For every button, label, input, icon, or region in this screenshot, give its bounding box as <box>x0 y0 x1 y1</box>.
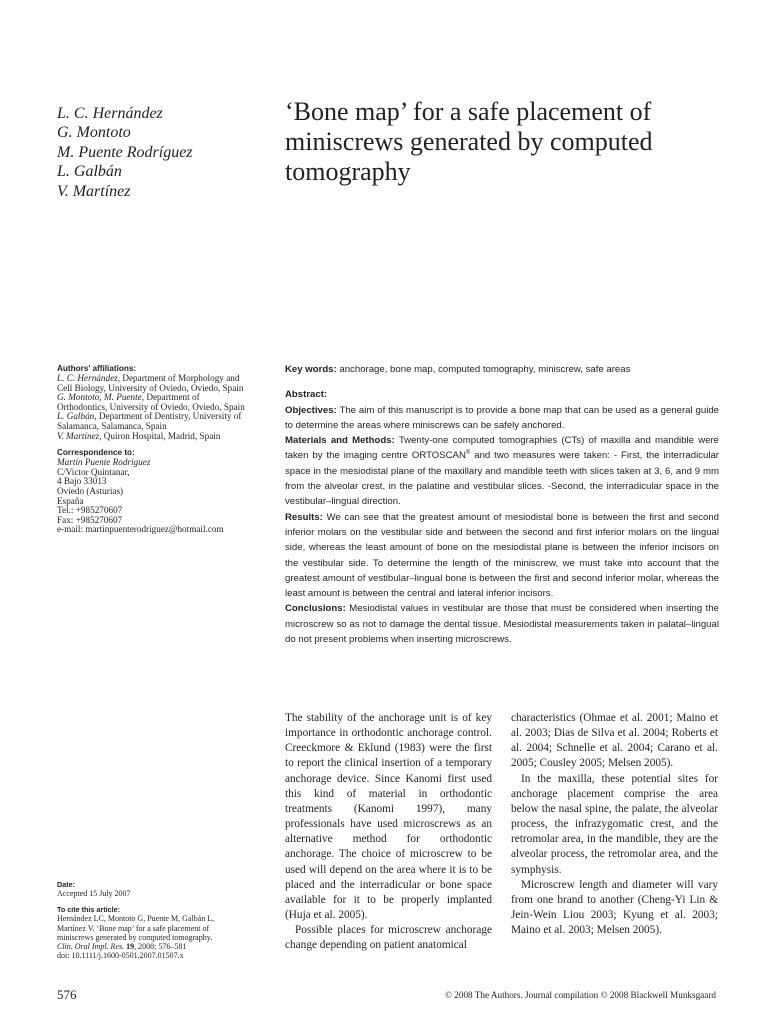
author-name: M. Puente Rodríguez <box>57 143 193 161</box>
article-title: ‘Bone map’ for a safe placement of miniscrews generated by computed tomography <box>285 97 653 186</box>
accepted-date: Accepted 15 July 2007 <box>57 889 131 898</box>
body-paragraph: In the maxilla, these potential sites for anchorage placement comprise the area below the nasal spine, the palate, the alveolar process, the infrazygomatic crest, and the retromolar area, in the mandible, they are the alveolar process, the retromolar area, and the symphysis. <box>511 772 718 876</box>
citation-text: Hernández LC, Montoto G, Puente M, Galbán L, Martínez V. ‘Bone map’ for a safe placement of miniscrews generated by computed tomography. Clin. Oral Impl. Res. 19, 2008; 576–581 doi: 10.1111/j.1600-0501.2007.01507.x <box>57 914 267 960</box>
author-name: L. Galbán <box>57 163 122 181</box>
author-name: L. C. Hernández <box>57 105 163 122</box>
cite-label: To cite this article: <box>57 905 120 915</box>
abstract-heading: Abstract: <box>285 389 328 401</box>
abstract-conclusions: Conclusions: Mesiodistal values in vestibular are those that must be considered when inserting the microscrew so as not to damage the dental tissue. Mesiodistal measurements taken in palatal–lingual do not present problems when inserting microscrews. <box>285 603 720 646</box>
abstract-methods: Materials and Methods: Twenty-one computed tomographies (CTs) of maxilla and mandible were taken by the imaging centre ORTOSCAN® and two measures were taken: - First, the interradicular space in the mesiodistal plane of the maxillary and mandible teeth with slices taken at 3, 6, and 9 mm from the alveolar crest, in the palatine and vestibular slices. -Second, the interradicular space in the vestibular–lingual direction. <box>285 435 719 508</box>
author-name: G. Montoto <box>57 124 131 142</box>
page-number: 576 <box>57 987 77 1002</box>
body-paragraph: Microscrew length and diameter will vary from one brand to another (Cheng-Yi Lin & Jein-Wein Liou 2003; Kyung et al. 2003; Maino et al. 2003; Melsen 2005). <box>511 878 718 937</box>
date-label: Date: <box>57 880 75 889</box>
doi: doi: 10.1111/j.1600-0501.2007.01507.x <box>57 951 184 961</box>
body-paragraph: The stability of the anchorage unit is of key importance in orthodontic anchorage control. Creeckmore & Eklund (1983) were the first to report the clinical insertion of a temporary anchorage device. Since Kanomi first used this kind of material in orthodontic treatments (Kanomi 1997), many professionals have used microscrews as an alternative method for orthodontic anchorage. The choice of microscrew to be used will depend on the area where it is to be placed and the interradicular or bone space available for it to be properly implanted (Huja et al. 2005). <box>285 712 492 922</box>
abstract-objectives: Objectives: The aim of this manuscript is to provide a bone map that can be used as a general guide to determine the areas where miniscrews can be safely anchored. <box>285 404 719 431</box>
affiliations-text: L. C. Hernández, Department of Morphology and Cell Biology, University of Oviedo, Oviedo, Spain G. Montoto, M. Puente, Department of Orthodontics, University of Oviedo, Oviedo, Spain L. Galbán, Department of Dentistry, University of Salamanca, Salamanca, Spain V. Martínez, Quiron Hospital, Madrid, Spain <box>57 373 245 441</box>
keywords: Key words: anchorage, bone map, computed tomography, miniscrew, safe areas <box>285 364 631 375</box>
body-paragraph: Possible places for microscrew anchorage change depending on patient anatomical <box>285 924 492 952</box>
body-column-right <box>511 711 718 938</box>
copyright-notice: © 2008 The Authors. Journal compilation © 2008 Blackwell Munksgaard <box>444 990 716 1000</box>
correspondence-text: Martín Puente Rodríguez C/Victor Quintanar, 4 Bajo 33013 Oviedo (Asturias) España Tel.: +985270607 Fax: +985270607 e-mail: martinpuenterodriguez@hotmail.com <box>57 458 267 535</box>
author-name: V. Martínez <box>57 182 131 200</box>
body-paragraph: characteristics (Ohmae et al. 2001; Maino et al. 2003; Dias de Silva et al. 2004; Roberts et al. 2004; Schnelle et al. 2004; Carano et al. 2005; Cousley 2005; Melsen 2005). <box>511 712 718 770</box>
correspondence-label: Correspondence to: <box>57 448 135 458</box>
correspondence-email: e-mail: martinpuenterodriguez@hotmail.com <box>57 524 224 535</box>
body-column-left <box>285 711 492 954</box>
author-info-sidebar <box>57 364 267 535</box>
correspondence-name: Martín Puente Rodríguez <box>57 457 151 468</box>
abstract-results: Results: We can see that the greatest amount of mesiodistal bone is between the first and second inferior molars on the vestibular side and between the second and first inferior molars on the lingual side, whereas the least amount of bone on the mesiodistal plane is between the inferior incisors on the vestibular side. To determine the length of the miniscrew, we must take into account that the greatest amount of vestibular–lingual bone is between the first and second inferior molar, whereas the least amount is between the central and lateral inferior incisors. <box>285 511 719 600</box>
affiliations-label: Authors’ affiliations: <box>57 364 137 373</box>
abstract-section <box>285 362 719 647</box>
article-meta <box>57 880 267 961</box>
author-list <box>57 104 267 201</box>
